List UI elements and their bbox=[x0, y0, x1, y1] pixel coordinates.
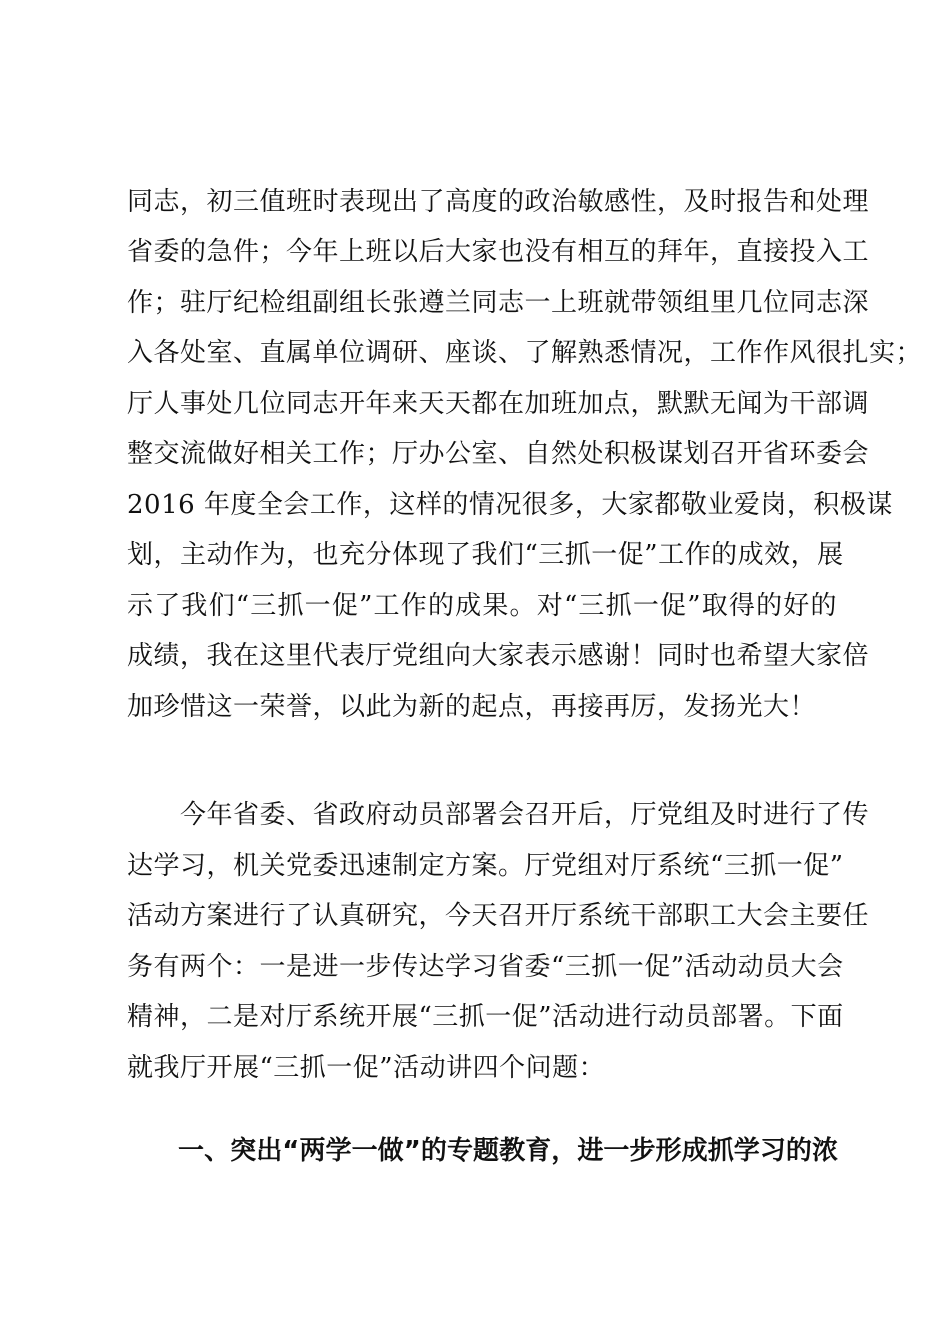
text-line: 成绩，我在这里代表厅党组向大家表示感谢！同时也希望大家倍 bbox=[127, 641, 870, 671]
text-line: 2016 年度全会工作，这样的情况很多，大家都敬业爱岗，积极谋 bbox=[127, 490, 893, 520]
text-line: 省委的急件；今年上班以后大家也没有相互的拜年，直接投入工 bbox=[127, 237, 870, 267]
text-line: 作；驻厅纪检组副组长张遵兰同志一上班就带领组里几位同志深 bbox=[127, 288, 870, 318]
text-line: 务有两个：一是进一步传达学习省委“三抓一促”活动动员大会 bbox=[127, 952, 844, 982]
text-line: 整交流做好相关工作；厅办公室、自然处积极谋划召开省环委会 bbox=[127, 439, 870, 469]
text-line: 达学习，机关党委迅速制定方案。厅党组对厅系统“三抓一促” bbox=[127, 851, 844, 881]
text-line: 活动方案进行了认真研究，今天召开厅系统干部职工大会主要任 bbox=[127, 901, 870, 931]
text-line: 厅人事处几位同志开年来天天都在加班加点，默默无闻为干部调 bbox=[127, 389, 870, 419]
text-line: 精神，二是对厅系统开展“三抓一促”活动进行动员部署。下面 bbox=[127, 1002, 844, 1032]
text-line: 就我厅开展“三抓一促”活动讲四个问题： bbox=[127, 1053, 606, 1083]
text-line: 同志，初三值班时表现出了高度的政治敏感性，及时报告和处理 bbox=[127, 187, 870, 217]
text-line: 今年省委、省政府动员部署会召开后，厅党组及时进行了传 bbox=[127, 800, 870, 830]
section-heading: 一、突出“两学一做”的专题教育，进一步形成抓学习的浓 bbox=[178, 1136, 838, 1166]
text-line: 示了我们“三抓一促”工作的成果。对“三抓一促”取得的好的 bbox=[127, 591, 837, 621]
text-line: 划，主动作为，也充分体现了我们“三抓一促”工作的成效，展 bbox=[127, 540, 844, 570]
text-line: 入各处室、直属单位调研、座谈、了解熟悉情况，工作作风很扎实； bbox=[127, 338, 923, 368]
text-line: 加珍惜这一荣誉，以此为新的起点，再接再厉，发扬光大！ bbox=[127, 692, 817, 722]
